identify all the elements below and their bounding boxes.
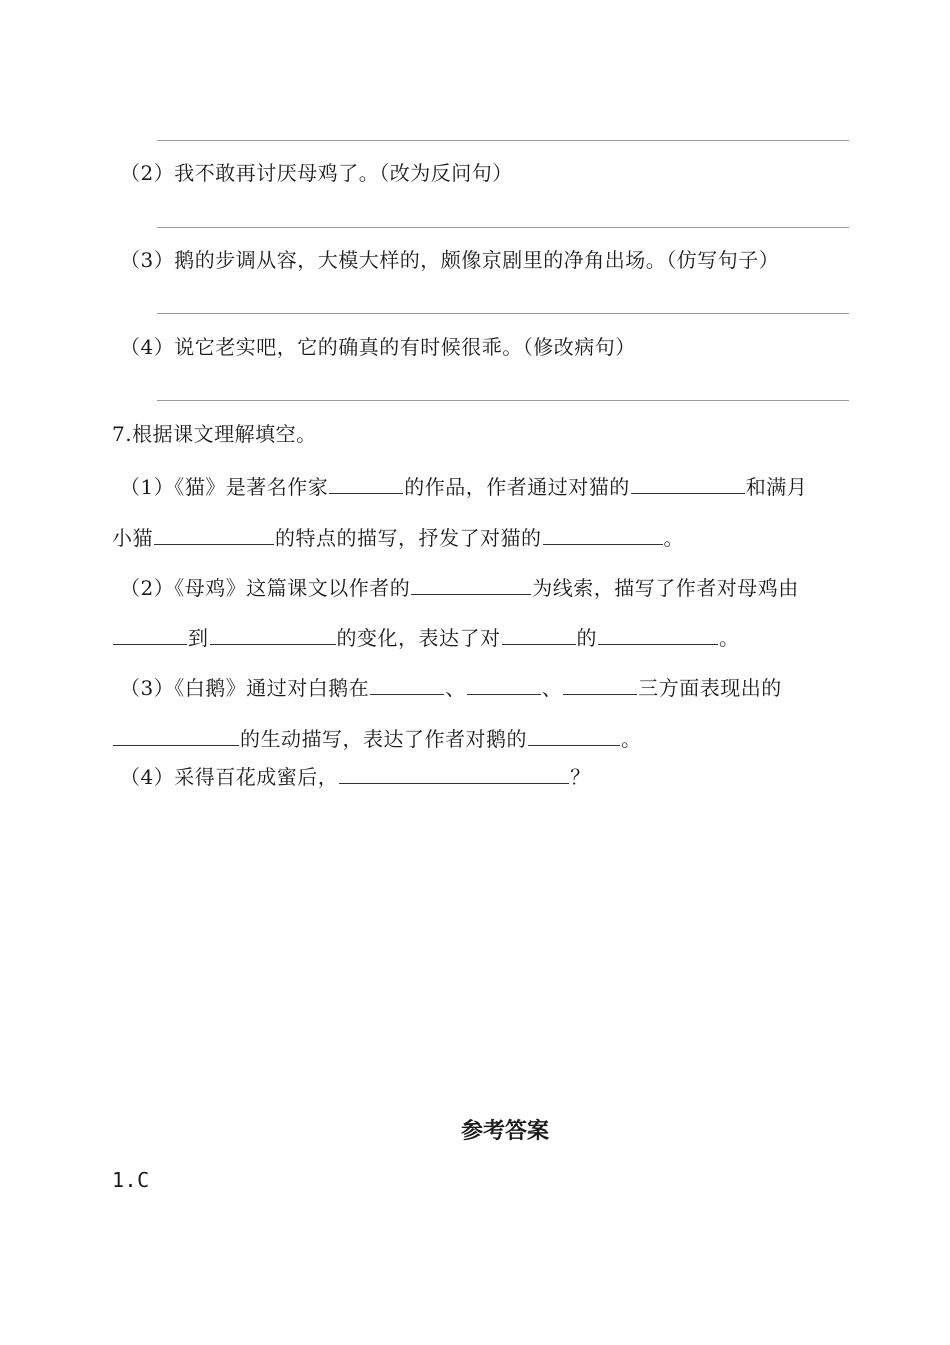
q7-item-3-line-1: （3）《白鹅》通过对白鹅在 、 、 三方面表现出的 (120, 676, 782, 700)
q7-item-2-line-1: （2）《母鸡》这篇课文以作者的 为线索，描写了作者对母鸡由 (120, 576, 799, 600)
q7-item-1-line-1: （1）《猫》是著名作家 的作品，作者通过对猫的 和满月 (120, 475, 808, 499)
fill-blank[interactable] (502, 624, 576, 645)
fill-blank[interactable] (598, 624, 718, 645)
fill-blank[interactable] (563, 674, 637, 695)
answers-heading: 参考答案 (460, 1119, 549, 1144)
fill-blank[interactable] (329, 473, 403, 494)
q7-item-4: （4）采得百花成蜜后， ？ (120, 765, 591, 789)
fill-blank[interactable] (154, 524, 274, 545)
fill-blank[interactable] (467, 674, 541, 695)
fill-blank[interactable] (631, 473, 745, 494)
fill-blank[interactable] (411, 574, 531, 595)
fill-blank[interactable] (210, 624, 336, 645)
fill-blank[interactable] (339, 763, 569, 784)
q7-item-2-line-2: 到 的变化，表达了对 的 。 (112, 624, 740, 652)
q6-item-3: （3）鹅的步调从容，大模大样的，颇像京剧里的净角出场。（仿写句子） (120, 248, 780, 272)
answer-line (157, 400, 849, 401)
q6-item-2: （2）我不敢再讨厌母鸡了。（改为反问句） (120, 161, 513, 185)
answer-line (157, 140, 849, 141)
q6-item-4: （4）说它老实吧，它的确真的有时候很乖。（修改病句） (120, 335, 636, 359)
fill-blank[interactable] (113, 725, 239, 746)
q7-item-3-line-2: 的生动描写，表达了作者对鹅的 。 (112, 725, 642, 753)
fill-blank[interactable] (528, 725, 620, 746)
answer-1: 1.C (112, 1168, 150, 1192)
fill-blank[interactable] (370, 674, 444, 695)
q7-title: 7.根据课文理解填空。 (112, 422, 317, 446)
answer-line (157, 227, 849, 228)
q7-item-1-line-2: 小猫 的特点的描写，抒发了对猫的 。 (112, 526, 684, 550)
answer-line (157, 313, 849, 314)
fill-blank[interactable] (543, 524, 663, 545)
fill-blank[interactable] (113, 624, 187, 645)
